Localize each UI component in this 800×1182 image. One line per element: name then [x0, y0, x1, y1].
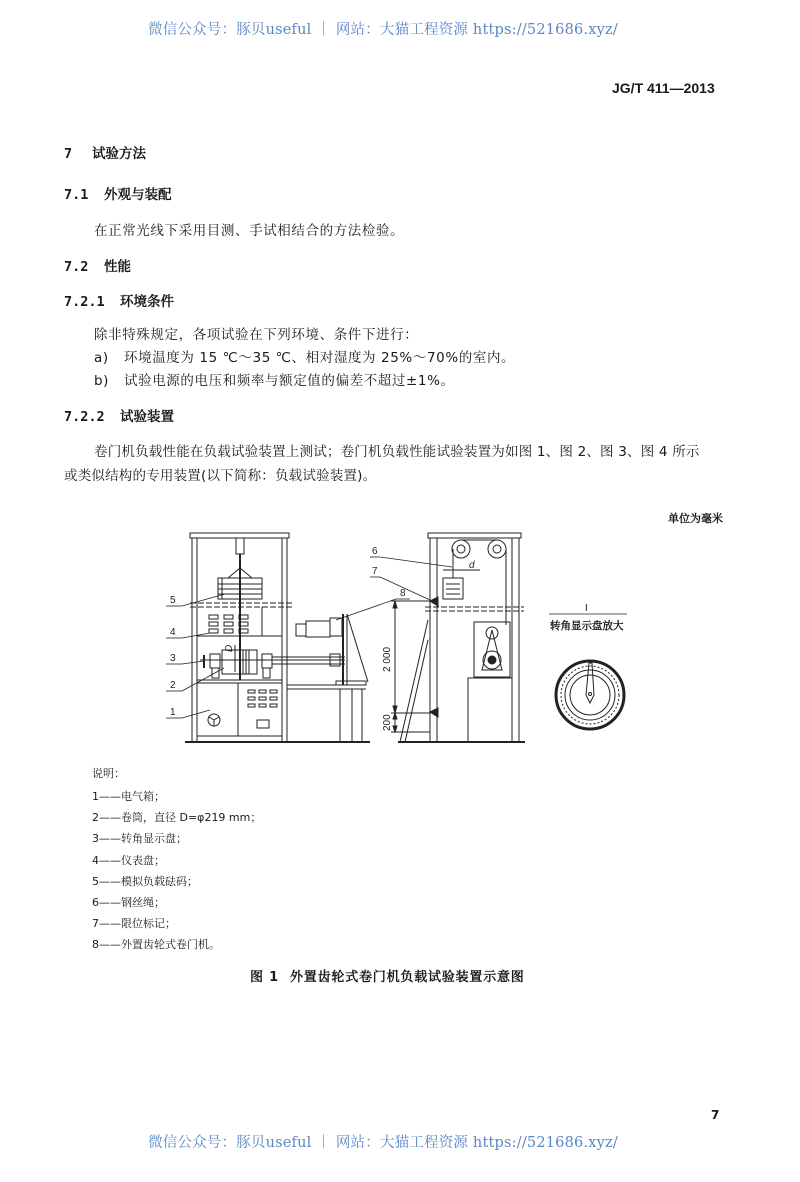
- legend-list: [92, 786, 261, 956]
- figure-title: 外置齿轮式卷门机负载试验装置示意图: [290, 970, 525, 985]
- detail-label: I: [585, 603, 588, 614]
- list-text: 环境温度为 15 ℃～35 ℃、相对湿度为 25%～70%的室内。: [124, 350, 516, 366]
- figure-caption: [250, 966, 525, 985]
- legend-item: 1——电气箱；: [92, 790, 165, 803]
- section-title: 外观与装配: [104, 187, 172, 203]
- callout-8: 8: [400, 588, 406, 599]
- section-7-1-body: 在正常光线下采用目测、手试相结合的方法检验。: [94, 223, 405, 239]
- unit-note: 单位为毫米: [668, 512, 723, 525]
- section-number: 7.1: [64, 187, 89, 203]
- section-7-2-2-body-line2: 或类似结构的专用装置(以下简称：负载试验装置)。: [64, 468, 377, 484]
- section-title: 试验方法: [92, 146, 146, 162]
- callout-1: 1: [170, 707, 176, 718]
- left-machine-front-view: [185, 533, 370, 742]
- legend-item: 6——钢丝绳；: [92, 896, 165, 910]
- dimension-2000: 2 000: [382, 646, 393, 672]
- list-marker: b): [94, 373, 110, 389]
- dimension-d: d: [469, 560, 475, 571]
- section-number: 7.2.1: [64, 294, 105, 310]
- callout-3: 3: [170, 653, 176, 664]
- figure-number: 图 1: [250, 970, 279, 985]
- section-title: 性能: [104, 259, 131, 275]
- section-number: 7.2: [64, 259, 89, 275]
- section-7-2-2-body-line1: 卷门机负载性能在负载试验装置上测试；卷门机负载性能试验装置为如图 1、图 2、图 3、图 4 所示: [94, 444, 700, 460]
- callout-7: 7: [372, 566, 378, 577]
- dimension-200: 200: [382, 714, 393, 731]
- legend-item: 2——卷筒，直径 D=φ219 mm；: [92, 811, 262, 825]
- watermark-top: 微信公众号：豚贝useful ｜ 网站：大猫工程资源 https://521686.xyz/: [148, 22, 618, 38]
- section-number: 7.2.2: [64, 409, 105, 425]
- callout-5: 5: [170, 595, 176, 606]
- section-7-2-1-intro: 除非特殊规定，各项试验在下列环境、条件下进行：: [94, 327, 419, 343]
- dimension-D: D: [224, 644, 235, 652]
- legend-item: 4——仪表盘；: [92, 853, 165, 867]
- page-number: 7: [711, 1108, 720, 1122]
- watermark-bottom: 微信公众号：豚贝useful ｜ 网站：大猫工程资源 https://521686.xyz/: [148, 1135, 618, 1151]
- callout-6: 6: [372, 546, 378, 557]
- standard-code: JG/T 411—2013: [612, 80, 715, 96]
- callout-2: 2: [170, 680, 176, 691]
- legend-title: 说明：: [92, 767, 125, 780]
- legend-item: 3——转角显示盘；: [92, 832, 187, 846]
- section-number: 7: [64, 146, 73, 162]
- list-marker: a): [94, 350, 109, 366]
- callout-4: 4: [170, 627, 176, 638]
- legend-item: 5——模拟负载砝码；: [92, 874, 198, 888]
- legend-item: 7——限位标记；: [92, 917, 176, 931]
- right-machine-side-view: [391, 533, 525, 742]
- list-text: 试验电源的电压和频率与额定值的偏差不超过±1%。: [124, 373, 455, 389]
- section-title: 环境条件: [120, 294, 174, 310]
- detail-caption: 转角显示盘放大: [550, 620, 624, 632]
- legend-item: 8——外置齿轮式卷门机。: [92, 938, 220, 952]
- section-title: 试验装置: [120, 409, 174, 425]
